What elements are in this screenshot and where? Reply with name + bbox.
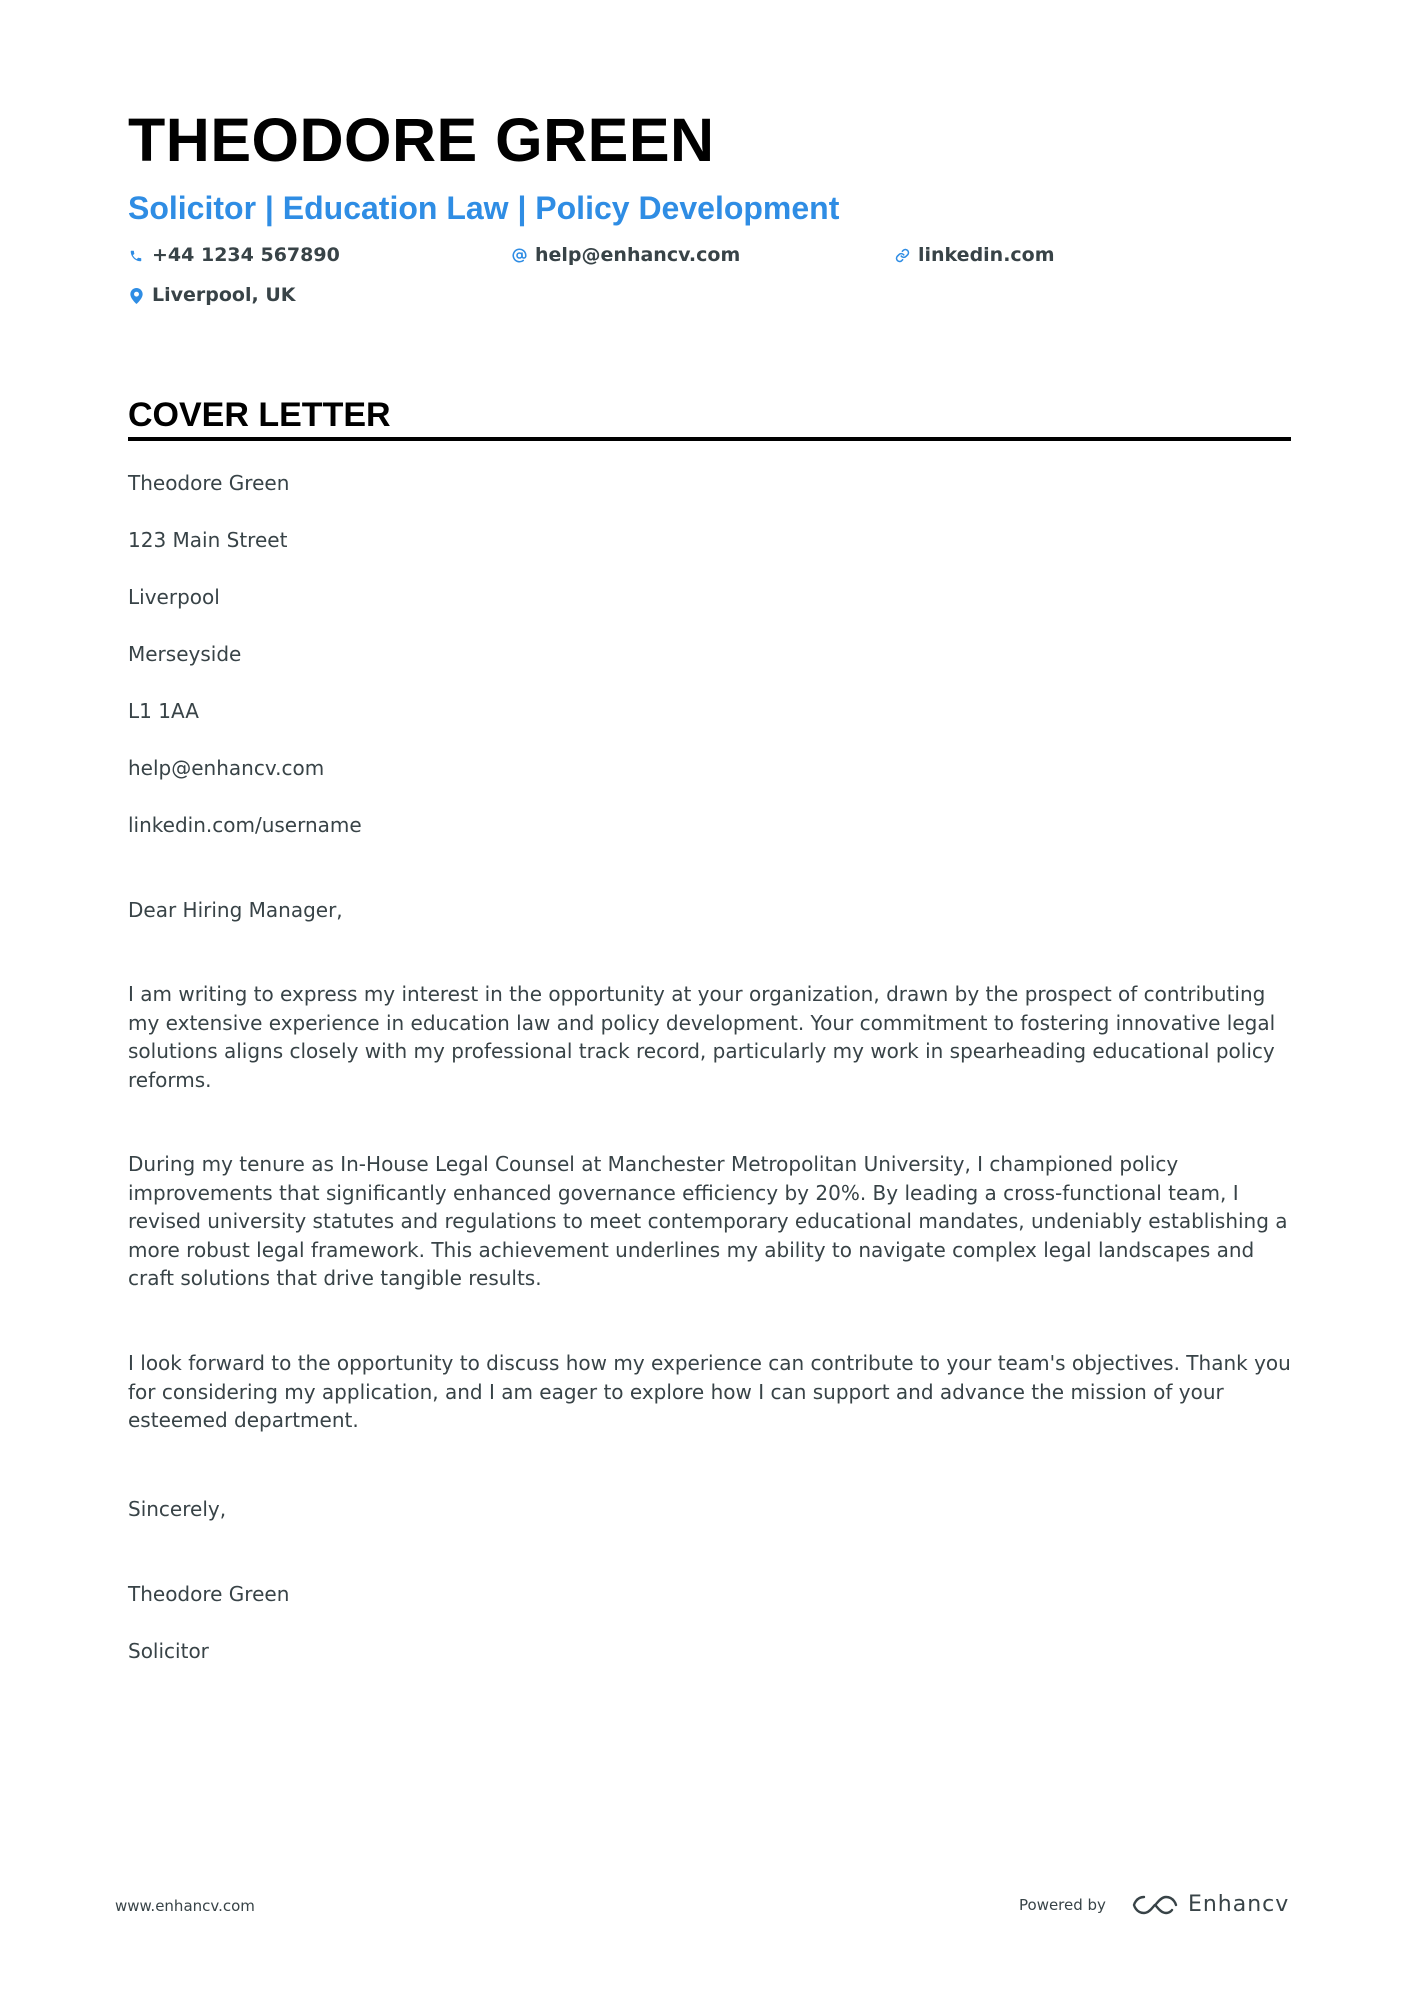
contact-email[interactable] [511,246,740,265]
signature-name: Theodore Green [128,1582,290,1606]
salutation: Dear Hiring Manager, [128,898,343,922]
contact-location [128,286,295,305]
powered-by-text: Powered by [1019,1895,1106,1914]
at-sign-icon [511,248,527,264]
location-text: Liverpool, UK [152,284,296,306]
letter-paragraph: I look forward to the opportunity to discuss how my experience can contribute to your team's objectives. Thank you for considering my application, and I am eager to explore how I can support and advance the mission of your esteemed department. [128,1351,1291,1432]
email-text[interactable]: help@enhancv.com [535,244,741,266]
address-line: L1 1AA [128,699,199,723]
address-line: Liverpool [128,585,220,609]
address-line: help@enhancv.com [128,756,325,780]
contact-phone [128,246,340,265]
phone-icon [128,248,144,264]
map-pin-icon [128,288,144,304]
address-line: Merseyside [128,642,242,666]
link-icon [894,248,910,264]
address-line: linkedin.com/username [128,813,362,837]
footer-website[interactable]: www.enhancv.com [115,1897,255,1915]
footer-branding[interactable] [1019,1892,1289,1917]
contact-link[interactable] [894,246,1055,265]
signature-title: Solicitor [128,1639,209,1663]
letter-paragraph: During my tenure as In-House Legal Counsel at Manchester Metropolitan University, I championed policy improvements that significantly enhanced governance efficiency by 20%. By leading a cross-functional team, I revised university statutes and regulations to meet contemporary educational mandates, undeniably establishing a more robust legal framework. This achievement underlines my ability to navigate complex legal landscapes and craft solutions that drive tangible results. [128,1152,1288,1290]
section-divider [128,437,1291,441]
link-text[interactable]: linkedin.com [918,244,1055,266]
candidate-title: Solicitor | Education Law | Policy Development [128,190,840,226]
phone-text: +44 1234 567890 [152,244,340,266]
brand-name: Enhancv [1187,1892,1290,1917]
candidate-name: THEODORE GREEN [128,106,715,174]
address-line: 123 Main Street [128,528,288,552]
section-title: COVER LETTER [128,396,391,434]
address-line: Theodore Green [128,471,290,495]
closing: Sincerely, [128,1497,227,1521]
letter-paragraph: I am writing to express my interest in the opportunity at your organization, drawn by the prospect of contributing my extensive experience in education law and policy development. Your commitment to fostering innovative legal solutions aligns closely with my professional track record, particularly my work in spearheading educational policy reforms. [128,982,1276,1092]
enhancv-logo-icon [1132,1893,1178,1917]
